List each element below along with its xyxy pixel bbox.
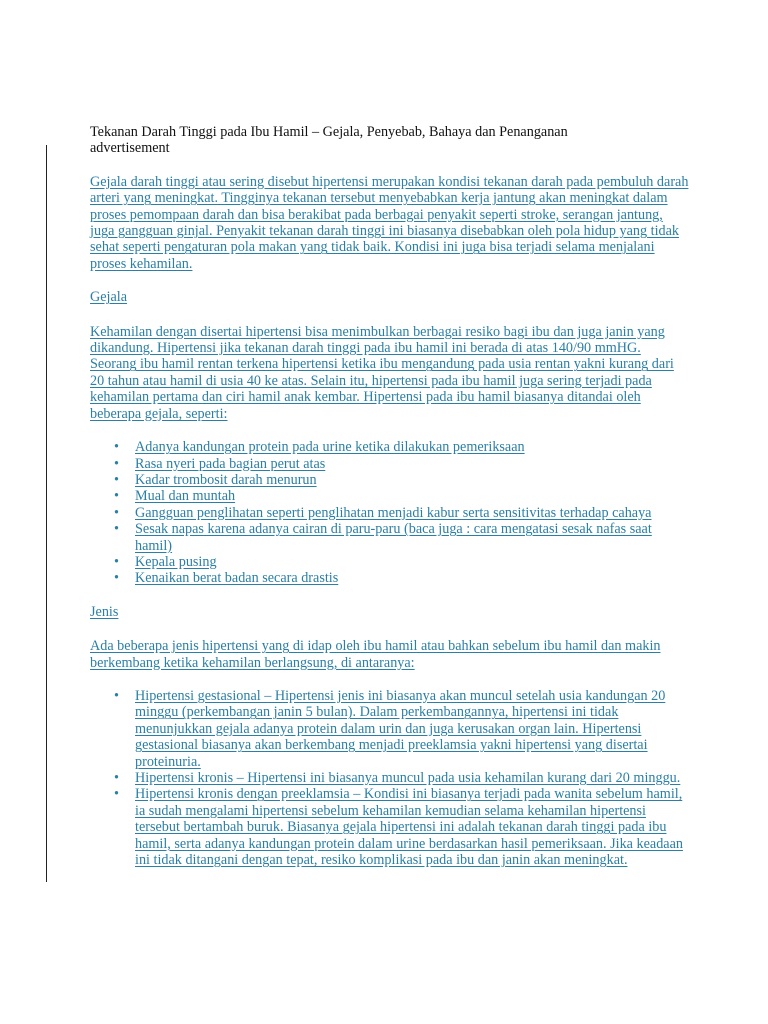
bullet-icon: • <box>114 770 119 786</box>
bullet-icon: • <box>114 455 119 472</box>
list-item-link[interactable]: Mual dan muntah <box>135 488 236 505</box>
list-item-link[interactable]: Rasa nyeri pada bagian perut atas <box>135 455 326 472</box>
intro-paragraph[interactable] <box>90 174 690 272</box>
jenis-list <box>90 688 690 868</box>
jenis-heading[interactable] <box>90 604 690 620</box>
list-item[interactable] <box>90 570 690 586</box>
list-item-link[interactable]: Hipertensi gestasional – Hipertensi jenis ini biasanya akan muncul setelah usia kandungan 20 minggu (perkembangan janin 5 bulan). Dalam perkembangannya, hipertensi ini tidak menunjukkan gejala adanya protein dalam urin dan juga kerusakan organ lain. Hipertensi gestasional biasanya akan berkembang menjadi preeklamsia yakni hipertensi yang disertai proteinuria. <box>135 687 666 770</box>
bullet-icon: • <box>114 504 119 521</box>
list-item-link[interactable]: Hipertensi kronis dengan preeklamsia – Kondisi ini biasanya terjadi pada wanita sebelum hamil, ia sudah mengalami hipertensi sebelum kehamilan kemudian selama kehamilan hipertensi tersebut bertambah buruk. Biasanya gejala hipertensi ini adalah tekanan darah tinggi pada ibu hamil, serta adanya kandungan protein dalam urine berdasarkan hasil pemeriksaan. Jika keadaan ini tidak ditangani dengan tepat, resiko komplikasi pada ibu dan janin akan meningkat. <box>135 786 683 869</box>
list-item-link[interactable]: Kadar trombosit darah menurun <box>135 471 317 488</box>
gejala-heading[interactable] <box>90 289 690 305</box>
list-item[interactable] <box>90 488 690 504</box>
jenis-heading-link[interactable]: Jenis <box>90 603 119 620</box>
list-item[interactable] <box>90 554 690 570</box>
list-item-link[interactable]: Kenaikan berat badan secara drastis <box>135 570 339 587</box>
advertisement-label: advertisement <box>90 140 170 157</box>
title-block <box>90 124 690 157</box>
intro-link[interactable]: Gejala darah tinggi atau sering disebut hipertensi merupakan kondisi tekanan darah pada pembuluh darah arteri yang meningkat. Tingginya tekanan tersebut menyebabkan kerja jantung akan meningkat dalam proses pemompaan darah dan bisa berakibat pada berbagai penyakit seperti stroke, serangan jantung, juga gangguan ginjal. Penyakit tekanan darah tinggi ini biasanya disebabkan oleh pola hidup yang tidak sehat seperti pengaturan pola makan yang tidak baik. Kondisi ini juga bisa terjadi selama menjalani proses kehamilan. <box>90 173 689 272</box>
list-item-link[interactable]: Kepala pusing <box>135 553 217 570</box>
bullet-icon: • <box>114 521 119 538</box>
bullet-icon: • <box>114 786 119 803</box>
bullet-icon: • <box>114 488 119 505</box>
jenis-paragraph[interactable] <box>90 638 690 671</box>
bullet-icon: • <box>114 471 119 488</box>
gejala-list <box>90 439 690 587</box>
bullet-icon: • <box>114 570 119 587</box>
bullet-icon: • <box>114 687 119 704</box>
gejala-paragraph-link[interactable]: Kehamilan dengan disertai hipertensi bisa menimbulkan berbagai resiko bagi ibu dan juga janin yang dikandung. Hipertensi jika tekanan darah tinggi pada ibu hamil ini berada di atas 140/90 mmHG. Seorang ibu hamil rentan terkena hipertensi ketika ibu mengandung pada usia rentan yakni kurang dari 20 tahun atau hamil di usia 40 ke atas. Selain itu, hipertensi pada ibu hamil juga sering terjadi pada kehamilan pertama dan ciri hamil anak kembar. Hipertensi pada ibu hamil biasanya ditandai oleh beberapa gejala, seperti: <box>90 323 674 422</box>
list-item[interactable] <box>90 439 690 455</box>
gejala-paragraph[interactable] <box>90 324 690 422</box>
jenis-paragraph-link[interactable]: Ada beberapa jenis hipertensi yang di idap oleh ibu hamil atau bahkan sebelum ibu hamil dan makin berkembang ketika kehamilan berlangsung, di antaranya: <box>90 638 661 671</box>
list-item-link[interactable]: Adanya kandungan protein pada urine ketika dilakukan pemeriksaan <box>135 439 525 456</box>
list-item-link[interactable]: Gangguan penglihatan seperti penglihatan menjadi kabur serta sensitivitas terhadap cahaya <box>135 504 652 521</box>
list-item[interactable] <box>90 770 690 786</box>
document-title: Tekanan Darah Tinggi pada Ibu Hamil – Gejala, Penyebab, Bahaya dan Penanganan <box>90 124 568 140</box>
list-item[interactable] <box>90 505 690 521</box>
list-item[interactable] <box>90 521 690 554</box>
list-item[interactable] <box>90 786 690 868</box>
margin-rule <box>46 145 47 882</box>
list-item[interactable] <box>90 472 690 488</box>
bullet-icon: • <box>114 553 119 570</box>
gejala-heading-link[interactable]: Gejala <box>90 289 128 306</box>
document-page <box>90 124 690 868</box>
bullet-icon: • <box>114 439 119 456</box>
list-item-link[interactable]: Sesak napas karena adanya cairan di paru-paru (baca juga : cara mengatasi sesak nafas saat hamil) <box>135 521 652 554</box>
list-item[interactable] <box>90 688 690 770</box>
list-item-link[interactable]: Hipertensi kronis – Hipertensi ini biasanya muncul pada usia kehamilan kurang dari 20 minggu. <box>135 770 681 786</box>
list-item[interactable] <box>90 456 690 472</box>
